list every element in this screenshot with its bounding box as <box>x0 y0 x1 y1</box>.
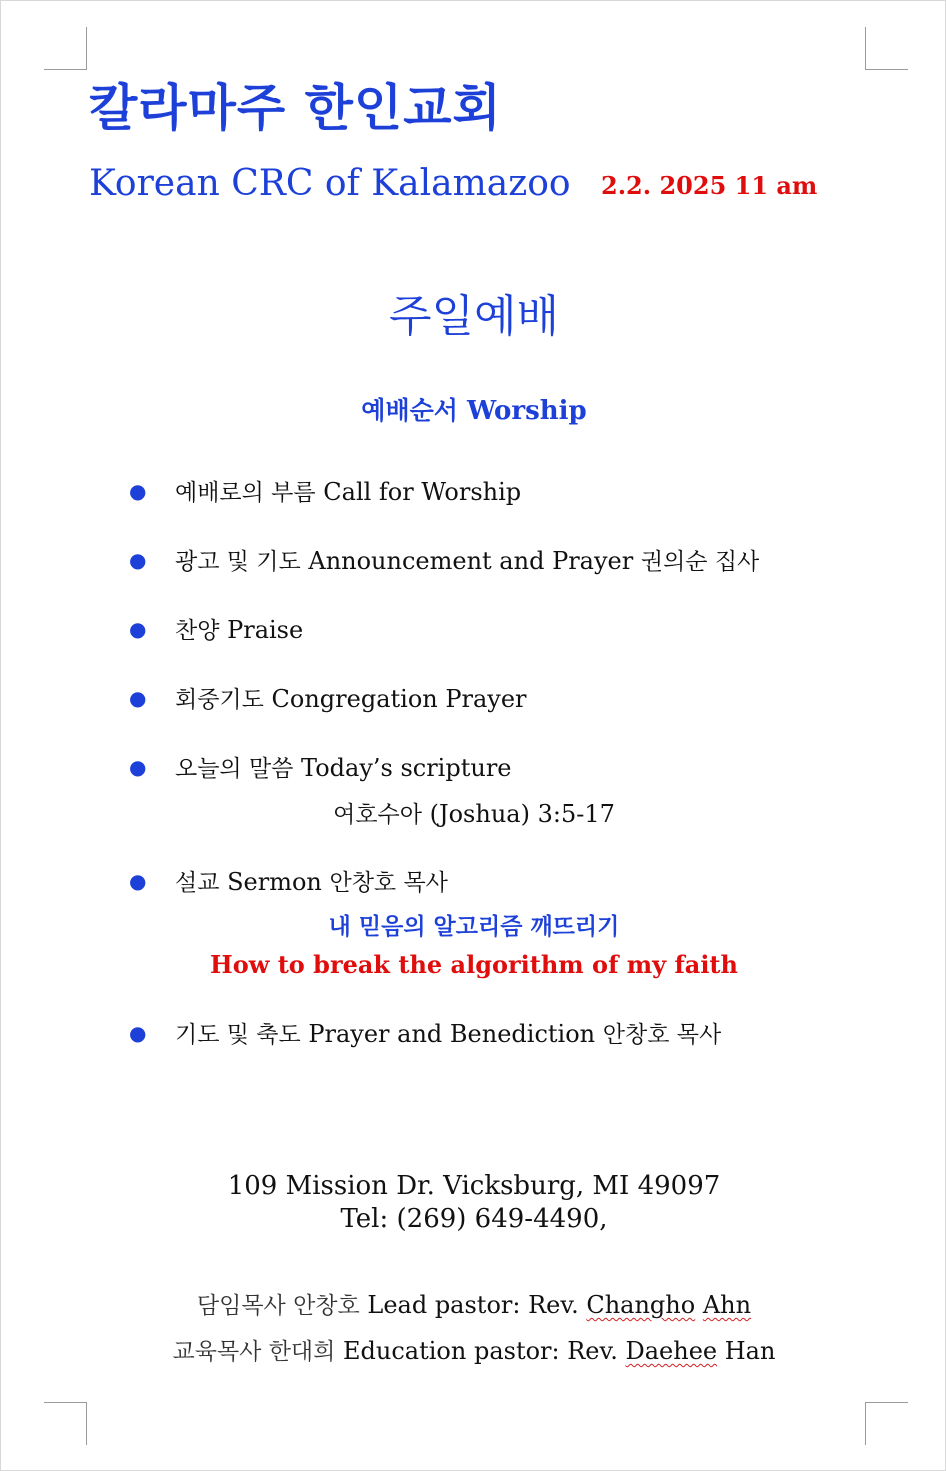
list-item <box>129 685 527 715</box>
lead-pastor-title: Lead pastor: Rev. <box>367 1291 579 1319</box>
list-item <box>129 616 303 646</box>
crop-mark-bottom-right <box>865 1402 908 1445</box>
item-english: Prayer and Benediction <box>308 1020 596 1048</box>
bullet-icon: ● <box>129 755 147 779</box>
address-phone: Tel: (269) 649-4490, <box>340 1204 608 1234</box>
education-pastor-first-name: Daehee <box>625 1337 718 1365</box>
sermon-title-english <box>1 951 946 980</box>
item-korean: 오늘의 말씀 <box>175 756 294 782</box>
bullet-icon: ● <box>129 617 147 641</box>
item-korean: 찬양 <box>175 618 220 644</box>
item-english: Congregation Prayer <box>271 685 527 713</box>
list-item <box>129 868 448 898</box>
lead-pastor-last-name: Ahn <box>702 1291 752 1319</box>
item-korean: 예배로의 부름 <box>175 480 316 506</box>
item-korean: 기도 및 축도 <box>175 1022 301 1048</box>
bullet-icon: ● <box>129 548 147 572</box>
lead-pastor-first-name: Changho <box>586 1291 696 1319</box>
crop-mark-bottom-left <box>44 1402 87 1445</box>
bullet-icon: ● <box>129 869 147 893</box>
item-leader: 안창호 목사 <box>329 870 448 896</box>
item-korean: 광고 및 기도 <box>175 549 301 575</box>
item-english: Today’s scripture <box>301 754 512 782</box>
list-item <box>129 1020 721 1050</box>
scripture-korean: 여호수아 <box>333 802 422 828</box>
bullet-icon: ● <box>129 479 147 503</box>
order-heading-english: Worship <box>466 396 587 426</box>
item-english: Sermon <box>227 868 322 896</box>
order-heading <box>1 397 946 426</box>
item-leader: 안창호 목사 <box>602 1022 722 1048</box>
item-korean: 설교 <box>175 870 220 896</box>
service-title: 주일예배 <box>388 291 559 342</box>
list-item <box>129 547 759 577</box>
list-item <box>129 754 512 784</box>
education-pastor <box>1 1337 946 1367</box>
item-english: Announcement and Prayer <box>308 547 634 575</box>
education-pastor-title: Education pastor: Rev. <box>343 1337 618 1365</box>
item-leader: 권의순 집사 <box>640 549 760 575</box>
service-date: 2.2. 2025 11 am <box>601 171 818 200</box>
lead-pastor <box>1 1291 946 1321</box>
church-title-english: Korean CRC of Kalamazoo <box>89 163 571 204</box>
education-pastor-korean: 교육목사 한대희 <box>172 1339 336 1365</box>
church-title-korean: 칼라마주 한인교회 <box>89 79 502 137</box>
sermon-title-english-text: How to break the algorithm of my faith <box>210 950 738 979</box>
crop-mark-top-right <box>865 27 908 70</box>
bullet-icon: ● <box>129 1021 147 1045</box>
bullet-icon: ● <box>129 686 147 710</box>
list-item <box>129 478 521 508</box>
crop-mark-top-left <box>44 27 87 70</box>
item-korean: 회중기도 <box>175 687 264 713</box>
item-english: Praise <box>227 616 304 644</box>
lead-pastor-korean: 담임목사 안창호 <box>196 1293 360 1319</box>
order-heading-korean: 예배순서 <box>361 396 458 425</box>
item-english: Call for Worship <box>323 478 522 506</box>
scripture-reference <box>1 800 946 830</box>
scripture-english: (Joshua) 3:5-17 <box>429 800 615 828</box>
sermon-title-korean-text: 내 믿음의 알고리즘 깨뜨리기 <box>328 914 620 940</box>
sermon-title-korean <box>1 914 946 942</box>
education-pastor-last-name: Han <box>724 1337 776 1365</box>
address-street: 109 Mission Dr. Vicksburg, MI 49097 <box>227 1171 721 1201</box>
